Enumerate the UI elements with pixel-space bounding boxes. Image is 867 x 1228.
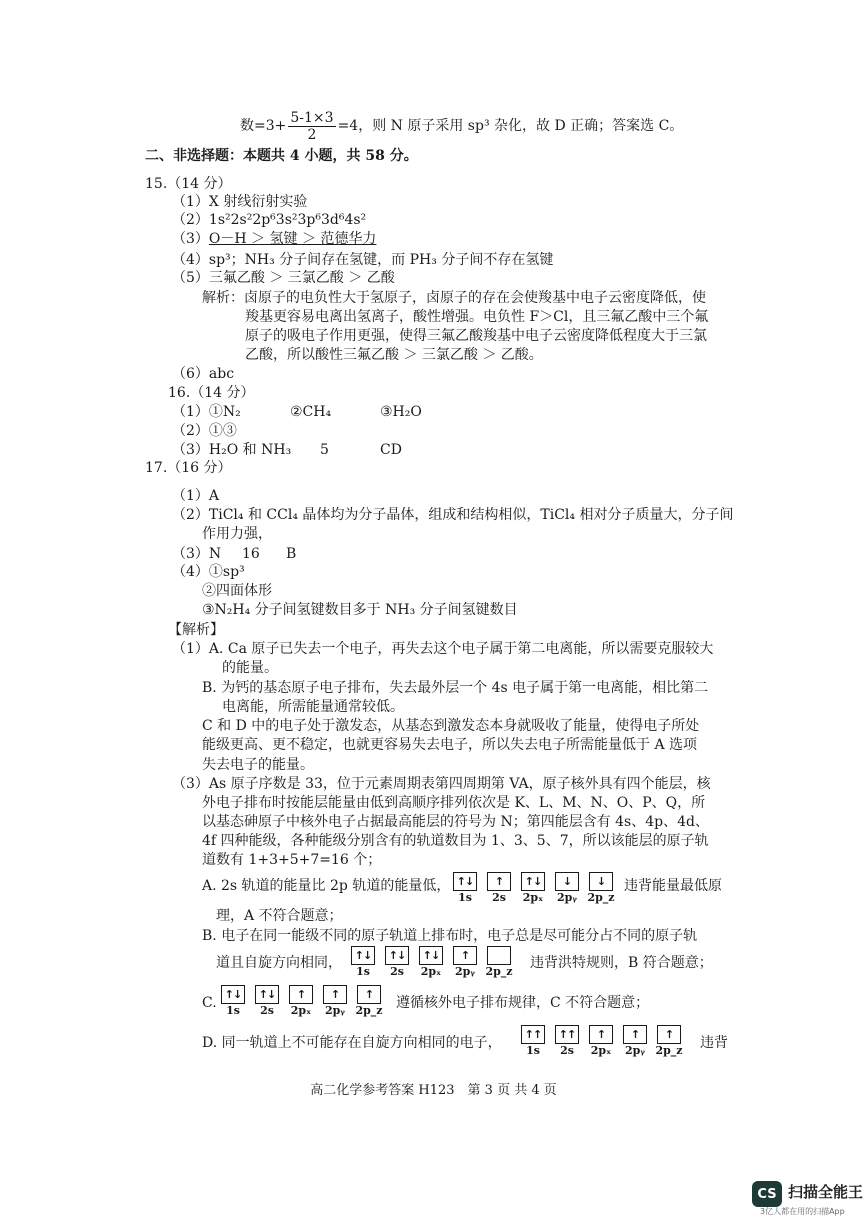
orbital-box: ↑↓ — [521, 872, 545, 891]
orbital-cell — [554, 1025, 580, 1058]
orbital-label: 2p_z — [355, 1004, 383, 1017]
orbital-cell — [418, 946, 444, 979]
orbital-box: ↑ — [289, 985, 313, 1004]
orbital-cell — [520, 1025, 546, 1058]
orbital-cell — [350, 946, 376, 979]
camscanner-name: 扫描全能王 — [788, 1183, 864, 1201]
orbital-box: ↑ — [623, 1025, 647, 1044]
q15-heading: 15.（14 分） — [145, 176, 232, 192]
orbital-box: ↑↑ — [521, 1025, 545, 1044]
orbital-box: ↑ — [589, 1025, 613, 1044]
q17-analysis-3c: 以基态砷原子中核外电子占据最高能层的符号为 N；第四能层含有 4s、4p、4d、 — [202, 814, 709, 830]
q17-answer-4c: ③N₂H₄ 分子间氢键数目多于 NH₃ 分子间氢键数目 — [202, 602, 518, 618]
top-line — [240, 106, 683, 146]
q16-answer-1b: ②CH₄ — [290, 404, 332, 420]
orbital-label: 2pᵧ — [325, 1004, 345, 1017]
orbital-label: 2pₓ — [522, 891, 544, 904]
q15-analysis-1: 解析：卤原子的电负性大于氢原子，卤原子的存在会使羧基中电子云密度降低，使 — [202, 290, 706, 306]
q15-answer-1: （1）X 射线衍射实验 — [172, 194, 308, 210]
orbital-cell — [322, 985, 348, 1018]
orbital-cell — [486, 872, 512, 905]
q15-analysis-3: 原子的吸电子作用更强，使得三氟乙酸羧基中电子云密度降低程度大于三氯 — [245, 328, 707, 344]
orbital-diagram-c — [220, 985, 382, 1018]
orbital-label: 2s — [492, 891, 506, 904]
q16-answer-2: （2）①③ — [172, 423, 237, 439]
q17-analysis-1d: 电离能，所需能量通常较低。 — [222, 699, 404, 715]
orbital-box: ↑↓ — [255, 985, 279, 1004]
orbital-label: 1s — [458, 891, 472, 904]
orbital-label: 2p_z — [485, 965, 513, 978]
top-line-suffix: =4，则 N 原子采用 sp³ 杂化，故 D 正确；答案选 C。 — [337, 118, 684, 134]
q15-answer-5: （5）三氟乙酸 ＞ 三氯乙酸 ＞ 乙酸 — [172, 270, 395, 286]
orbital-diagram-b — [350, 946, 512, 979]
q17-answer-2a: （2）TiCl₄ 和 CCl₄ 晶体均为分子晶体，组成和结构相似，TiCl₄ 相对分子质量大，分子间 — [172, 507, 734, 523]
orbital-box: ↑↓ — [385, 946, 409, 965]
option-b-text: 道且自旋方向相同， — [216, 955, 342, 971]
option-b-line1: B. 电子在同一能级不同的原子轨道上排布时，电子总是尽可能分占不同的原子轨 — [202, 928, 698, 944]
q15-answer-3 — [172, 229, 376, 249]
orbital-label: 1s — [356, 965, 370, 978]
option-a-line2: 理，A 不符合题意； — [216, 908, 343, 924]
orbital-box: ↓ — [555, 872, 579, 891]
q17-analysis-1g: 失去电子的能量。 — [202, 757, 314, 773]
orbital-label: 2p_z — [587, 891, 615, 904]
camscanner-logo-icon: CS — [752, 1181, 782, 1207]
option-d-suffix: 违背 — [700, 1035, 728, 1051]
q17-heading: 17.（16 分） — [145, 460, 232, 476]
orbital-cell — [554, 872, 580, 905]
orbital-box: ↑↓ — [221, 985, 245, 1004]
q17-answer-3a: （3）N — [172, 546, 222, 562]
q16-heading: 16.（14 分） — [168, 385, 255, 401]
orbital-label: 2pₓ — [420, 965, 442, 978]
q17-analysis-1f: 能级更高、更不稳定，也就更容易失去电子，所以失去电子所需能量低于 A 选项 — [202, 737, 698, 753]
q17-answer-3b: 16 — [242, 546, 260, 562]
page-footer: 高二化学参考答案 H123 第 3 页 共 4 页 — [310, 1083, 557, 1098]
q17-analysis-1c: B. 为钙的基态原子电子排布，失去最外层一个 4s 电子属于第一电离能，相比第二 — [202, 680, 709, 696]
section-heading: 二、非选择题：本题共 4 小题，共 58 分。 — [145, 148, 418, 164]
orbital-label: 2pₓ — [290, 1004, 312, 1017]
orbital-cell — [622, 1025, 648, 1058]
fraction-denominator: 2 — [307, 126, 317, 143]
orbital-box: ↑ — [453, 946, 477, 965]
q17-analysis-1e: C 和 D 中的电子处于激发态，从基态到激发态本身就吸收了能量，使得电子所处 — [202, 718, 700, 734]
q15-answer-3-body: O－H ＞ 氢键 ＞ 范德华力 — [208, 231, 377, 247]
orbital-cell — [520, 872, 546, 905]
q17-answer-4b: ②四面体形 — [202, 583, 272, 599]
orbital-label: 2p_z — [655, 1044, 683, 1057]
orbital-label: 2pᵧ — [625, 1044, 645, 1057]
q17-answer-3c: B — [286, 546, 297, 562]
orbital-box: ↑↓ — [419, 946, 443, 965]
q16-answer-3b: 5 — [320, 442, 329, 458]
option-c-suffix: 遵循核外电子排布规律，C 不符合题意； — [396, 995, 650, 1011]
q17-analysis-3b: 外电子排布时按能层能量由低到高顺序排列依次是 K、L、M、N、O、P、Q，所 — [202, 795, 706, 811]
q17-answer-1: （1）A — [172, 488, 220, 504]
orbital-cell — [220, 985, 246, 1018]
q16-answer-1a: （1）①N₂ — [172, 404, 241, 420]
orbital-cell — [452, 872, 478, 905]
camscanner-tagline: 3亿人都在用的扫描App — [760, 1207, 845, 1216]
orbital-label: 1s — [226, 1004, 240, 1017]
q15-analysis-4: 乙酸，所以酸性三氟乙酸 ＞ 三氯乙酸 ＞ 乙酸。 — [245, 347, 543, 363]
q15-answer-2: （2）1s²2s²2p⁶3s²3p⁶3d⁶4s² — [172, 212, 367, 228]
orbital-box: ↑↑ — [555, 1025, 579, 1044]
orbital-cell — [356, 985, 382, 1018]
orbital-cell — [588, 872, 614, 905]
orbital-diagram-a — [452, 872, 614, 905]
q17-answer-4a: （4）①sp³ — [172, 564, 245, 580]
orbital-diagram-d — [520, 1025, 682, 1058]
q15-answer-6: （6）abc — [172, 366, 235, 382]
option-a-text: A. 2s 轨道的能量比 2p 轨道的能量低， — [202, 878, 451, 894]
orbital-label: 2pᵧ — [455, 965, 475, 978]
option-a-suffix: 违背能量最低原 — [624, 878, 722, 894]
q16-answer-3a: （3）H₂O 和 NH₃ — [172, 442, 292, 458]
orbital-cell — [656, 1025, 682, 1058]
option-b-suffix: 违背洪特规则，B 符合题意； — [530, 955, 713, 971]
q16-answer-1c: ③H₂O — [380, 404, 422, 420]
orbital-box: ↑ — [657, 1025, 681, 1044]
orbital-cell — [486, 946, 512, 979]
orbital-box: ↑ — [323, 985, 347, 1004]
fraction-numerator: 5-1×3 — [290, 109, 334, 126]
q15-analysis-2: 羧基更容易电离出氢离子，酸性增强。电负性 F＞Cl，且三氟乙酸中三个氟 — [245, 309, 709, 325]
orbital-label: 2s — [560, 1044, 574, 1057]
q17-analysis-3d: 4f 四种能级，各种能级分别含有的轨道数目为 1、3、5、7，所以该能层的原子轨 — [202, 833, 709, 849]
q16-answer-3c: CD — [380, 442, 402, 458]
orbital-cell — [384, 946, 410, 979]
orbital-box: ↑↓ — [351, 946, 375, 965]
q17-analysis-3e: 道数有 1+3+5+7=16 个； — [202, 852, 382, 868]
orbital-label: 2pᵧ — [557, 891, 577, 904]
analysis-heading: 【解析】 — [168, 622, 224, 638]
orbital-cell — [452, 946, 478, 979]
orbital-cell — [588, 1025, 614, 1058]
q17-analysis-3a: （3）As 原子序数是 33，位于元素周期表第四周期第 VA，原子核外具有四个能层，核 — [172, 776, 711, 792]
orbital-box — [487, 946, 511, 965]
q15-answer-4: （4）sp³；NH₃ 分子间存在氢键，而 PH₃ 分子间不存在氢键 — [172, 252, 554, 268]
orbital-box: ↑ — [357, 985, 381, 1004]
top-line-prefix: 数=3+ — [240, 118, 287, 134]
option-c-label: C. — [202, 995, 217, 1011]
orbital-cell — [254, 985, 280, 1018]
orbital-box: ↓ — [589, 872, 613, 891]
q15-answer-3-prefix: （3） — [172, 231, 209, 247]
q17-analysis-1b: 的能量。 — [222, 660, 278, 676]
orbital-label: 1s — [526, 1044, 540, 1057]
q17-analysis-1a: （1）A. Ca 原子已失去一个电子，再失去这个电子属于第二电离能，所以需要克服较大 — [172, 641, 714, 657]
q17-answer-2b: 作用力强， — [202, 526, 272, 542]
orbital-label: 2pₓ — [590, 1044, 612, 1057]
orbital-cell — [288, 985, 314, 1018]
orbital-label: 2s — [260, 1004, 274, 1017]
orbital-box: ↑ — [487, 872, 511, 891]
option-d-text: D. 同一轨道上不可能存在自旋方向相同的电子， — [202, 1035, 502, 1051]
fraction — [288, 110, 335, 143]
orbital-label: 2s — [390, 965, 404, 978]
orbital-box: ↑↓ — [453, 872, 477, 891]
